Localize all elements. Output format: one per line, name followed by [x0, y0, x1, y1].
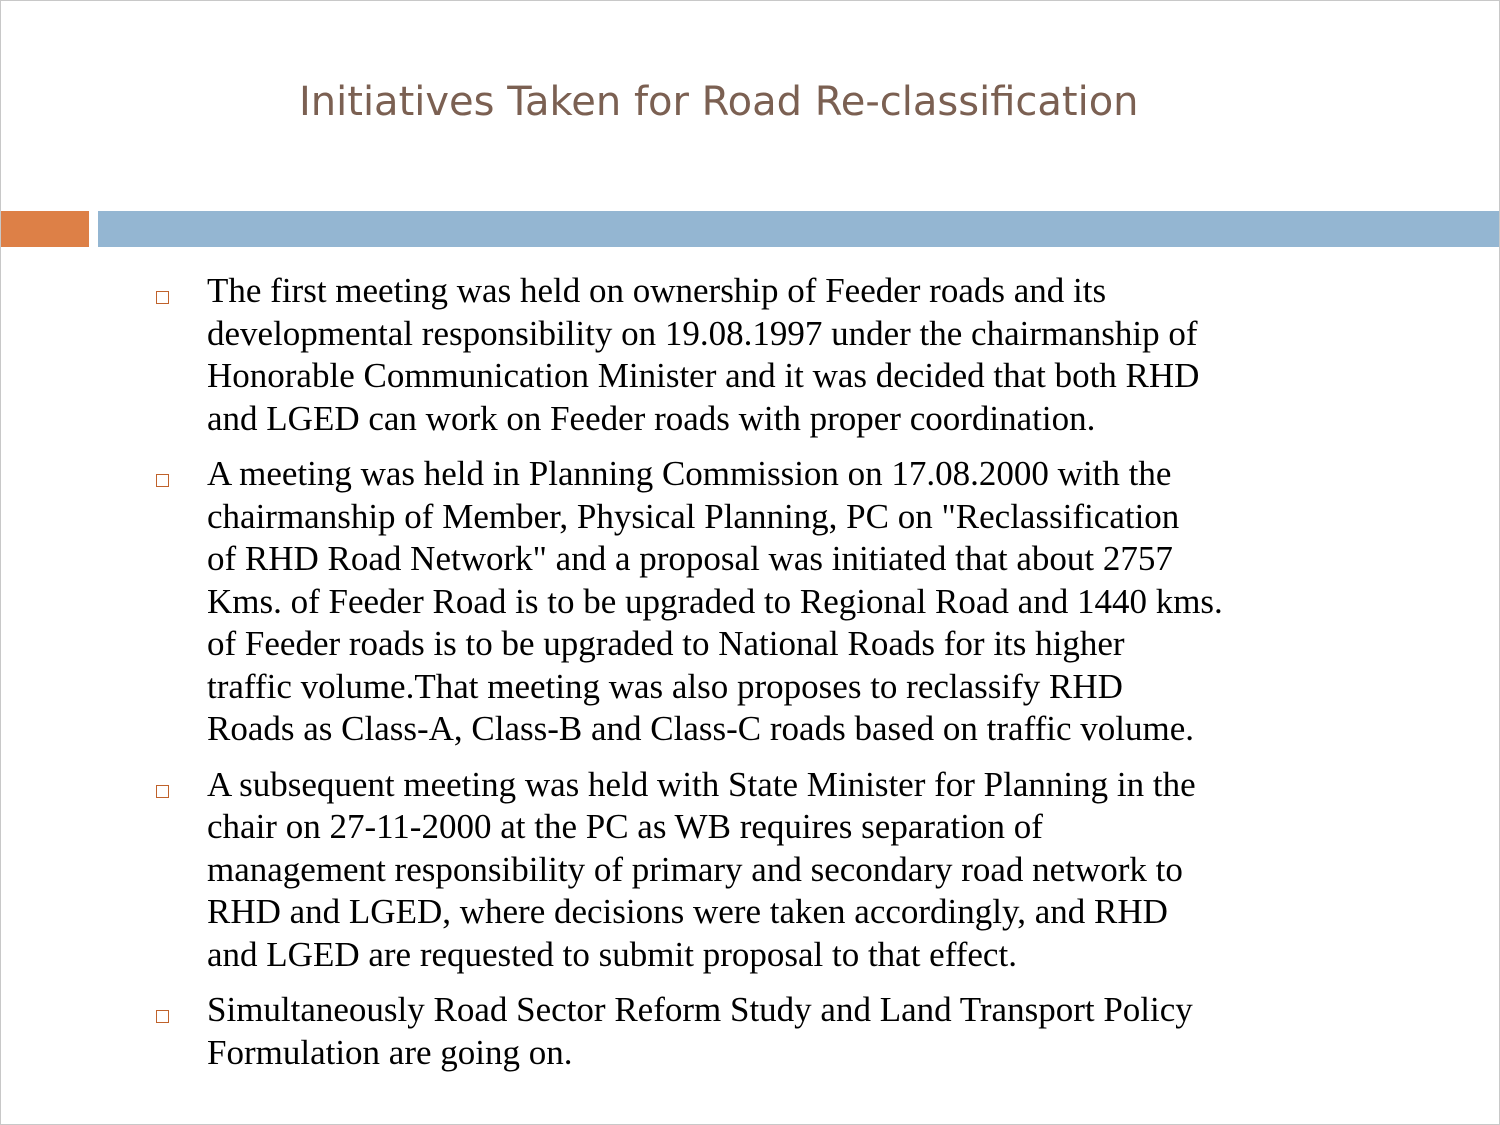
bullet-line: developmental responsibility on 19.08.1997 under the chairmanship of — [207, 313, 1198, 353]
bullet-line: A subsequent meeting was held with State Minister for Planning in the — [207, 764, 1196, 804]
bullet-item — [156, 989, 1386, 1074]
bullet-text — [207, 270, 1386, 440]
bullet-line: The first meeting was held on ownership of Feeder roads and its — [207, 271, 1107, 310]
slide-title: Initiatives Taken for Road Re-classification — [299, 79, 1139, 125]
bullet-line: chairmanship of Member, Physical Planning, PC on "Reclassification — [207, 496, 1180, 536]
bullet-line: traffic volume.That meeting was also proposes to reclassify RHD — [207, 666, 1123, 706]
hollow-square-icon — [156, 474, 169, 487]
bullet-text — [207, 453, 1386, 751]
bullet-line: Honorable Communication Minister and it was decided that both RHD — [207, 356, 1200, 395]
bullet-line: Roads as Class-A, Class-B and Class-C roads based on traffic volume. — [207, 709, 1194, 748]
bullet-item — [156, 453, 1386, 751]
bullet-text — [207, 764, 1386, 977]
bullet-line: of RHD Road Network" and a proposal was initiated that about 2757 — [207, 539, 1173, 578]
bullet-text — [207, 989, 1386, 1074]
hollow-square-icon — [156, 1010, 169, 1023]
bullet-line: management responsibility of primary and secondary road network to — [207, 849, 1183, 889]
bullet-line: Formulation are going on. — [207, 1032, 573, 1072]
bullet-line: and LGED are requested to submit proposal to that effect. — [207, 934, 1017, 974]
bullet-line: RHD and LGED, where decisions were taken accordingly, and RHD — [207, 892, 1168, 931]
bullet-line: and LGED can work on Feeder roads with proper coordination. — [207, 398, 1096, 438]
accent-bar-blue — [98, 211, 1500, 247]
hollow-square-icon — [156, 291, 169, 304]
bullet-line: A meeting was held in Planning Commission on 17.08.2000 with the — [207, 454, 1172, 493]
bullet-list — [156, 270, 1386, 1087]
accent-bar-orange — [1, 211, 89, 247]
bullet-line: of Feeder roads is to be upgraded to National Roads for its higher — [207, 624, 1125, 663]
bullet-line: Kms. of Feeder Road is to be upgraded to Regional Road and 1440 kms. — [207, 581, 1223, 621]
hollow-square-icon — [156, 785, 169, 798]
bullet-item — [156, 270, 1386, 440]
bullet-line: chair on 27-11-2000 at the PC as WB requires separation of — [207, 807, 1043, 846]
bullet-item — [156, 764, 1386, 977]
bullet-line: Simultaneously Road Sector Reform Study and Land Transport Policy — [207, 990, 1193, 1029]
